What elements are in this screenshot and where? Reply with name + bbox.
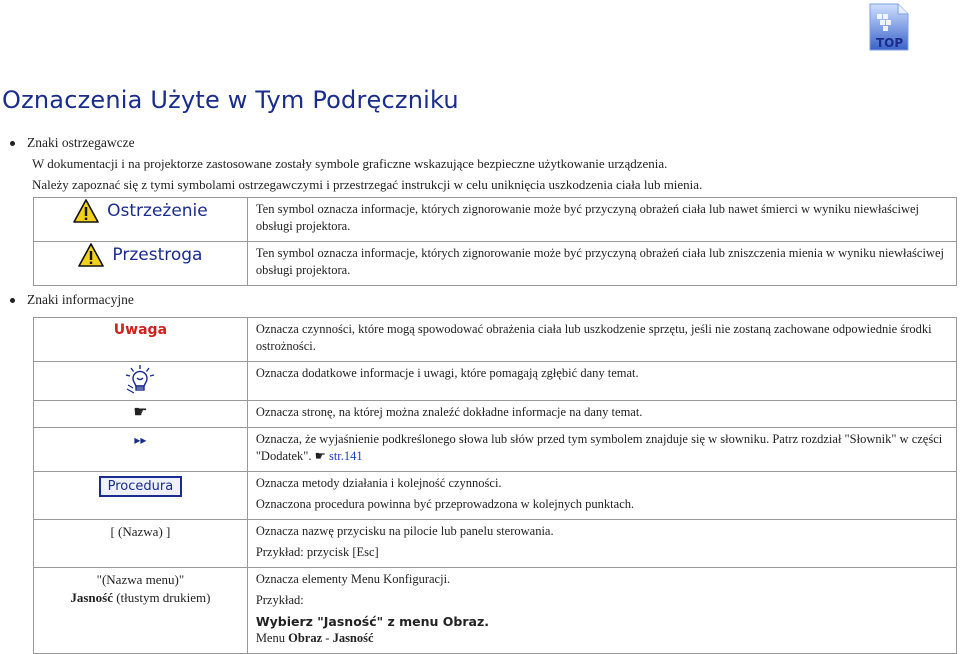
pointing-hand-icon: ☛: [133, 404, 148, 421]
section-info-signs: [10, 292, 134, 308]
table-row: [34, 520, 957, 568]
bullet-dot: [10, 298, 15, 303]
table-row: [34, 318, 957, 362]
table-row: [34, 362, 957, 401]
top-badge[interactable]: [866, 2, 910, 52]
double-arrow-icon: ▸▸: [134, 433, 147, 447]
button-name-label: [ (Nazwa) ]: [110, 524, 171, 539]
section-heading: Znaki ostrzegawcze: [27, 135, 135, 150]
glossary-description: Oznacza, że wyjaśnienie podkreślonego słowa lub słów przed tym symbolem znajduje się w słowniku. Patrz rozdział "Słownik" w części "Dodatek".: [255, 432, 943, 463]
section-heading: Znaki informacyjne: [27, 292, 134, 307]
menu-path-obraz: Obraz: [288, 631, 323, 645]
menu-example-heading: Przykład:: [255, 593, 304, 607]
top-badge-label: TOP: [876, 36, 904, 50]
menu-name-label: "(Nazwa menu)": [96, 572, 185, 587]
menu-path: [256, 630, 948, 647]
page-title: Oznaczenia Użyte w Tym Podręczniku: [2, 86, 459, 114]
menu-path-prefix: Menu: [255, 631, 289, 645]
uwaga-description: Oznacza czynności, które mogą spowodować obrażenia ciała lub uszkodzenie sprzętu, jeśli nie zostaną zachowane odpowiednie środki ostrożności.: [255, 322, 932, 353]
menu-path-separator: -: [322, 631, 333, 645]
table-row: [34, 428, 957, 472]
bold-label: Jasność: [70, 590, 113, 605]
bullet-dot: [10, 141, 15, 146]
procedura-description-2: Oznaczona procedura powinna być przeprowadzona w kolejnych punktach.: [255, 497, 635, 511]
lightbulb-tip-icon: [123, 363, 157, 395]
page-link[interactable]: str.141: [328, 449, 363, 463]
menu-path-jasnosc: Jasność: [332, 631, 374, 645]
caution-description: Ten symbol oznacza informacje, których zignorowanie może być przyczyną obrażeń ciała lub zniszczenia mienia w wyniku niewłaściwej obsługi projektora.: [255, 246, 944, 277]
ref-description: Oznacza stronę, na której można znaleźć dokładne informacje na dany temat.: [255, 405, 643, 419]
warning-label: Ostrzeżenie: [107, 201, 208, 221]
menu-description: Oznacza elementy Menu Konfiguracji.: [255, 572, 451, 586]
table-row: [34, 568, 957, 654]
button-name-description: Oznacza nazwę przycisku na pilocie lub panelu sterowania.: [255, 524, 554, 538]
menu-example-bold: Wybierz "Jasność" z menu Obraz.: [255, 614, 489, 629]
pointing-hand-icon: ☛: [314, 449, 326, 463]
warning-table: [33, 197, 957, 286]
intro-line: Należy zapoznać się z tymi symbolami ostrzegawczymi i przestrzegać instrukcji w celu uniknięcia uszkodzenia ciała lub mienia.: [32, 177, 703, 192]
uwaga-label: Uwaga: [113, 322, 168, 338]
caution-label: Przestroga: [112, 245, 203, 265]
procedura-label: Procedura: [99, 476, 183, 497]
table-row: [34, 401, 957, 428]
table-row: [34, 472, 957, 520]
section-warning-signs: [10, 135, 702, 195]
table-row: [34, 242, 957, 286]
warning-description: Ten symbol oznacza informacje, których zignorowanie może być przyczyną obrażeń ciała lub nawet śmierci w wyniku niewłaściwej obsługi projektora.: [255, 202, 919, 233]
procedura-description: Oznacza metody działania i kolejność czynności.: [255, 476, 502, 490]
warning-triangle-icon: [73, 199, 99, 223]
button-name-example: Przykład: przycisk [Esc]: [255, 545, 379, 559]
tip-description: Oznacza dodatkowe informacje i uwagi, które pomagają zgłębić dany temat.: [255, 366, 639, 380]
table-row: [34, 198, 957, 242]
bold-label-note: (tłustym drukiem): [112, 590, 211, 605]
info-table: [33, 317, 957, 654]
warning-triangle-icon: [78, 243, 104, 267]
intro-line: W dokumentacji i na projektorze zastosowane zostały symbole graficzne wskazujące bezpieczne użytkowanie urządzenia.: [32, 156, 668, 171]
